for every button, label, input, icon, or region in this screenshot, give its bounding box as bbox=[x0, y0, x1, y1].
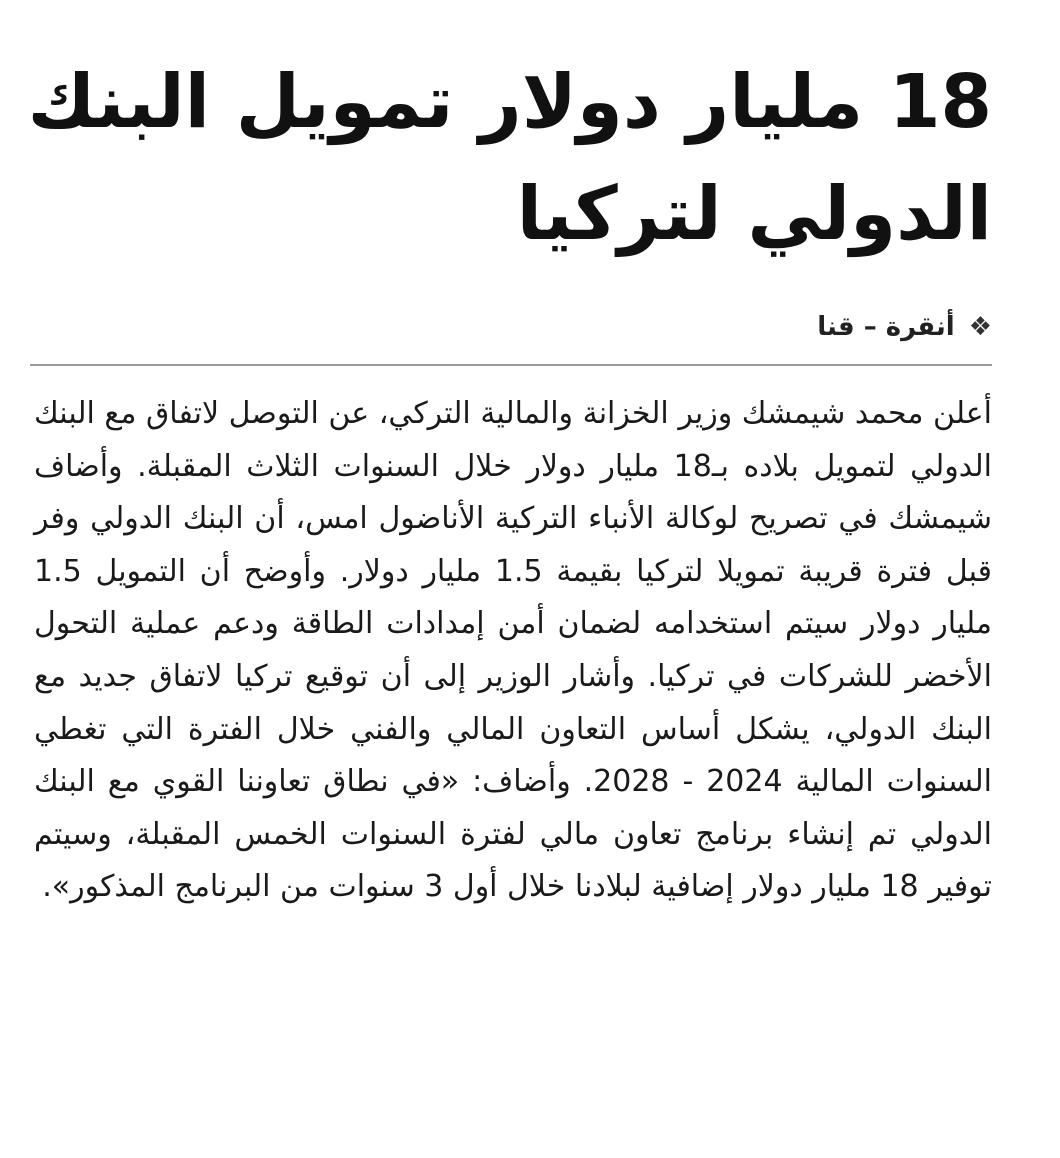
article-body: أعلن محمد شيمشك وزير الخزانة والمالية التركي، عن التوصل لاتفاق مع البنك الدولي لتمويل بلاده بـ18 مليار دولار خلال السنوات الثلاث المقبلة. وأضاف شيمشك في تصريح لوكالة الأنباء التركية الأناضول امس، أن البنك الدولي وفر قبل فترة قريبة تمويلا لتركيا بقيمة 1.5 مليار دولار. وأوضح أن التمويل 1.5 مليار دولار سيتم استخدامه لضمان أمن إمدادات الطاقة ودعم عملية التحول الأخضر للشركات في تركيا. وأشار الوزير إلى أن توقيع تركيا لاتفاق جديد مع البنك الدولي، يشكل أساس التعاون المالي والفني خلال الفترة التي تغطي السنوات المالية 2024 - 2028. وأضاف: «في نطاق تعاوننا القوي مع البنك الدولي تم إنشاء برنامج تعاون مالي لفترة السنوات الخمس المقبلة، وسيتم توفير 18 مليار دولار إضافية لبلادنا خلال أول 3 سنوات من البرنامج المذكور». bbox=[34, 396, 992, 905]
headline bbox=[27, 46, 992, 270]
byline bbox=[34, 310, 992, 344]
four-diamond-bullet-icon: ❖ bbox=[968, 312, 992, 342]
news-article bbox=[27, 46, 992, 1138]
divider bbox=[30, 364, 992, 366]
byline-text: أنقرة – قنا bbox=[817, 312, 955, 342]
headline-line-2: الدولي لتركيا bbox=[516, 171, 992, 257]
headline-line-1: 18 مليار دولار تمويل البنك bbox=[27, 59, 992, 145]
